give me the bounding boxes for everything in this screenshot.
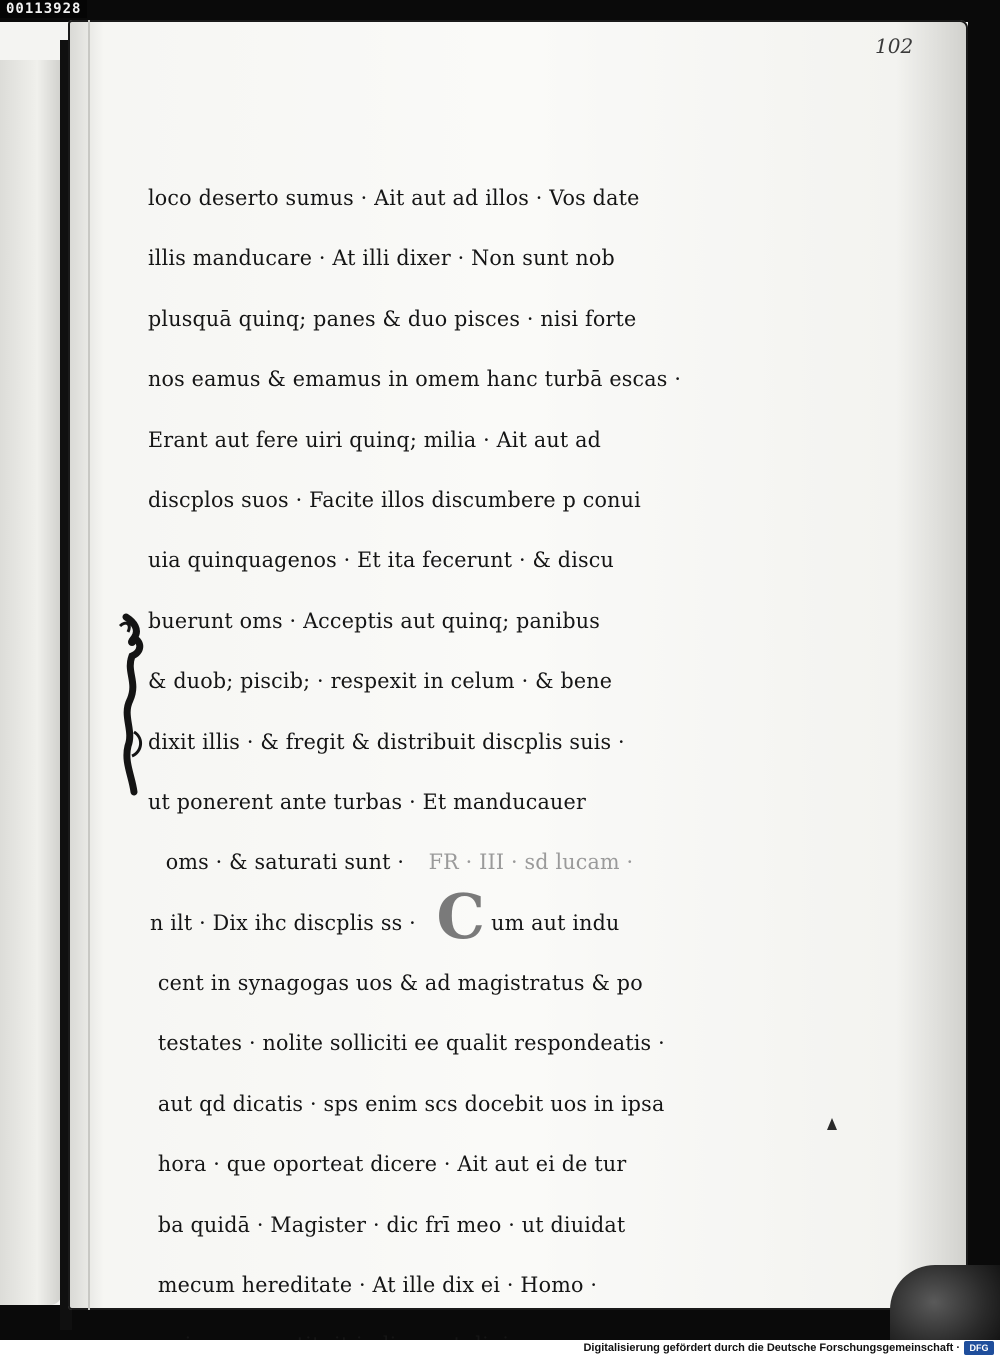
- manuscript-line-17: hora · que oporteat dicere · Ait aut ei de tur: [157, 1152, 627, 1177]
- manuscript-line-1: loco deserto sumus · Ait aut ad illos · Vos date: [148, 186, 640, 210]
- decorated-initial-c: C: [436, 879, 486, 953]
- funding-credit: Digitalisierung gefördert durch die Deutsche Forschungsgemeinschaft ·: [583, 1342, 960, 1354]
- manuscript-line-18: ba quidā · Magister · dic frī meo · ut diuidat: [157, 1212, 626, 1237]
- manuscript-text-block: [148, 168, 748, 1358]
- rubric-heading: FR · III · sd lucam ·: [428, 850, 634, 875]
- manuscript-line-6: discplos suos · Facite illos discumbere p conui: [148, 487, 641, 512]
- page-fold-line: [88, 20, 90, 1310]
- dfg-logo: DFG: [964, 1341, 994, 1355]
- manuscript-line-4: nos eamus & emamus in omem hanc turbā escas ·: [148, 367, 682, 392]
- marginal-mark: [826, 1118, 838, 1132]
- manuscript-line-13-rest: um aut indu: [491, 910, 620, 935]
- manuscript-line-3: plusquā quinq; panes & duo pisces · nisi forte: [148, 306, 637, 331]
- manuscript-line-9: & duob; piscib; · respexit in celum · & bene: [148, 669, 613, 694]
- manuscript-line-8: buerunt oms · Acceptis aut quinq; panibus: [148, 608, 601, 633]
- decorated-initial-i: [112, 612, 152, 797]
- manuscript-line-11: ut ponerent ante turbas · Et manducauer: [148, 789, 587, 814]
- shelf-mark: 00113928: [0, 0, 87, 18]
- folio-number: 102: [875, 34, 914, 58]
- manuscript-line-19: mecum hereditate · At ille dix ei · Homo ·: [157, 1273, 598, 1298]
- manuscript-line-7: uia quinquagenos · Et ita fecerunt · & discu: [148, 548, 615, 573]
- manuscript-line-13: [148, 879, 738, 953]
- manuscript-line-5: Erant aut fere uiri quinq; milia · Ait aut ad: [148, 427, 601, 452]
- manuscript-line-12-text: oms · & saturati sunt ·: [165, 850, 405, 875]
- manuscript-line-14: cent in synagogas uos & ad magistratus & po: [157, 971, 643, 996]
- facing-page-edge: [0, 60, 62, 1305]
- manuscript-line-10: dixit illis · & fregit & distribuit discplis suis ·: [148, 729, 625, 754]
- manuscript-line-13-text: n ilt · Dix ihc discplis ss ·: [149, 910, 416, 935]
- scan-background-right: [968, 0, 1000, 1340]
- manuscript-line-2: illis manducare · At illi dixer · Non sunt nob: [148, 246, 615, 271]
- manuscript-line-15: testates · nolite solliciti ee qualit respondeatis ·: [157, 1031, 665, 1056]
- manuscript-line-16: aut qd dicatis · sps enim scs docebit uos in ipsa: [157, 1091, 665, 1116]
- scan-background-top: [0, 0, 1000, 22]
